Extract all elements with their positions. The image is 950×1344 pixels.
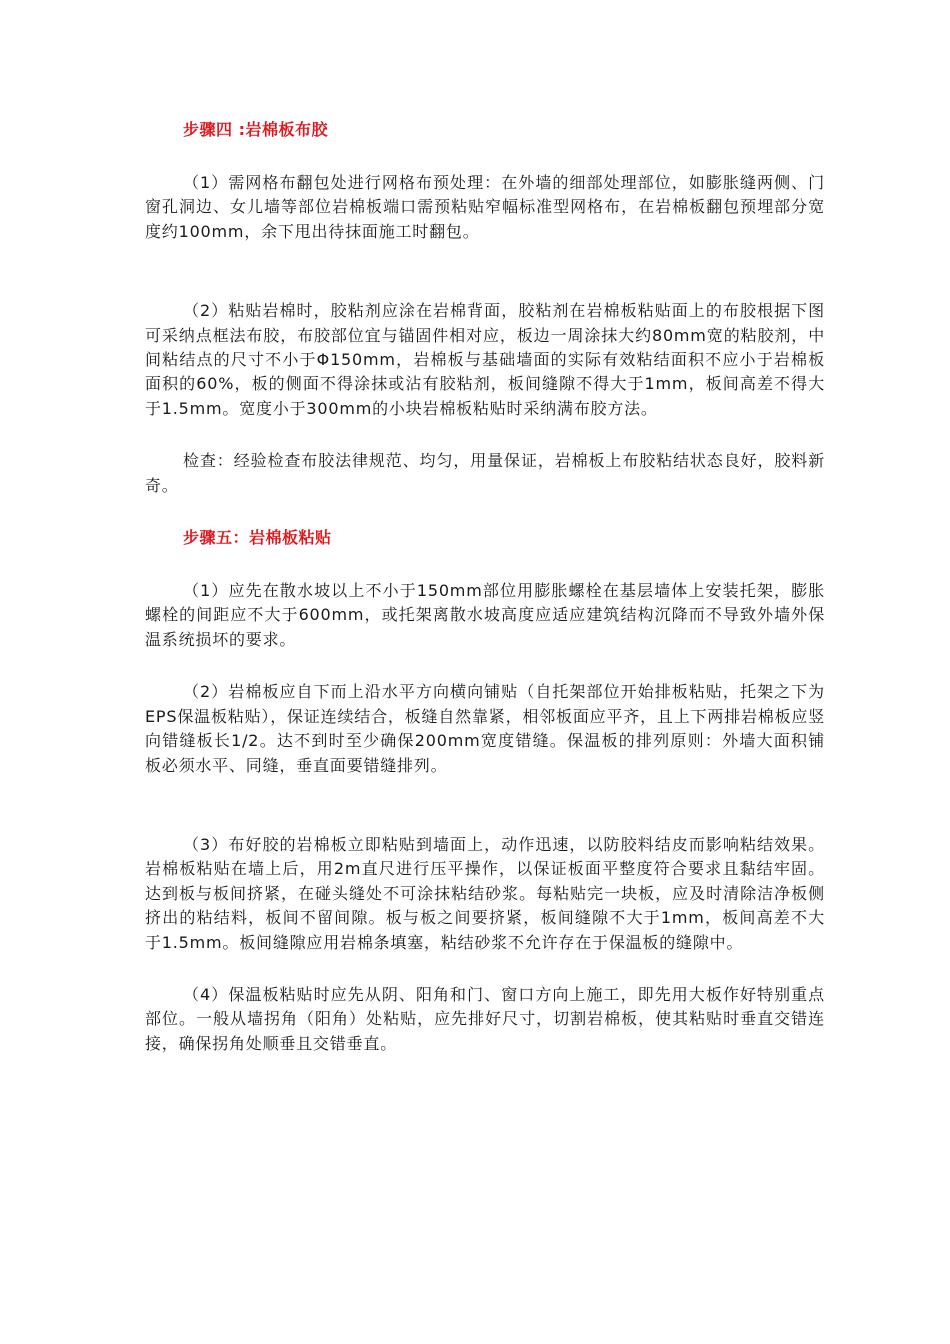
paragraph-step4-2: （2）粘贴岩棉时，胶粘剂应涂在岩棉背面，胶粘剂在岩棉板粘贴面上的布胶根据下图可采纳点框法布胶，布胶部位宜与锚固件相对应，板边一周涂抹大约80mm宽的粘胶剂，中间粘结点的尺寸不小于Φ150mm，岩棉板与基础墙面的实际有效粘结面积不应小于岩棉板面积的60%，板的侧面不得涂抹或沾有胶粘剂，板间缝隙不得大于1mm，板间高差不得大于1.5mm。宽度小于300mm的小块岩棉板粘贴时采纳满布胶方法。 bbox=[145, 301, 825, 418]
paragraph-step4-check: 检查：经验检查布胶法律规范、均匀，用量保证，岩棉板上布胶粘结状态良好，胶料新奇。 bbox=[145, 451, 825, 495]
paragraph-step5-2: （2）岩棉板应自下而上沿水平方向横向铺贴（自托架部位开始排板粘贴，托架之下为EPS保温板粘贴），保证连续结合，板缝自然靠紧，相邻板面应平齐，且上下两排岩棉板应竖向错缝板长1/2。达不到时至少确保200mm宽度错缝。保温板的排列原则：外墙大面积铺板必须水平、同缝，垂直面要错缝排列。 bbox=[145, 682, 825, 775]
paragraph-step5-3: （3）布好胶的岩棉板立即粘贴到墙面上，动作迅速，以防胶料结皮而影响粘结效果。岩棉板粘贴在墙上后，用2m直尺进行压平操作，以保证板面平整度符合要求且黏结牢固。达到板与板间挤紧，在碰头缝处不可涂抹粘结砂浆。每粘贴完一块板，应及时清除洁净板侧挤出的粘结料，板间不留间隙。板与板之间要挤紧，板间缝隙不大于1mm，板间高差不大于1.5mm。板间缝隙应用岩棉条填塞，粘结砂浆不允许存在于保温板的缝隙中。 bbox=[145, 834, 825, 952]
paragraph-step4-1: （1）需网格布翻包处进行网格布预处理：在外墙的细部处理部位，如膨胀缝两侧、门窗孔洞边、女儿墙等部位岩棉板端口需预粘贴窄幅标准型网格布，在岩棉板翻包预埋部分宽度约100mm，余下甩出待抹面施工时翻包。 bbox=[145, 173, 825, 241]
paragraph-step5-4: （4）保温板粘贴时应先从阴、阳角和门、窗口方向上施工，即先用大板作好特别重点部位。一般从墙拐角（阳角）处粘贴，应先排好尺寸，切割岩棉板，使其粘贴时垂直交错连接，确保拐角处顺垂且交错垂直。 bbox=[145, 984, 825, 1053]
section-heading-step4: 步骤四 :岩棉板布胶 bbox=[183, 120, 328, 139]
section-heading-step5: 步骤五：岩棉板粘贴 bbox=[183, 528, 332, 548]
paragraph-step5-1: （1）应先在散水坡以上不小于150mm部位用膨胀螺栓在基层墙体上安装托架，膨胀螺栓的间距应不大于600mm，或托架离散水坡高度应适应建筑结构沉降而不导致外墙外保温系统损坏的要求。 bbox=[145, 581, 825, 649]
document-body bbox=[145, 118, 825, 1056]
